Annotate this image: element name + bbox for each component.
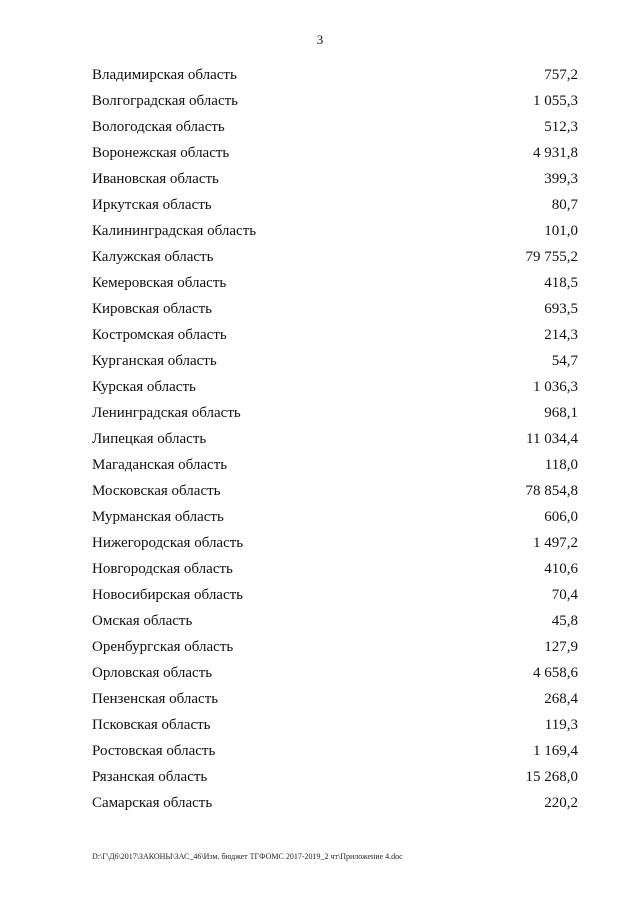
table-row bbox=[92, 582, 578, 608]
table-row bbox=[92, 764, 578, 790]
region-name: Кировская область bbox=[92, 301, 213, 317]
region-value: 79 755,2 bbox=[525, 249, 578, 265]
region-value: 45,8 bbox=[551, 613, 578, 629]
table-row bbox=[92, 166, 578, 192]
table-row bbox=[92, 218, 578, 244]
region-name: Магаданская область bbox=[92, 457, 228, 473]
region-value: 1 036,3 bbox=[533, 379, 578, 395]
region-name: Нижегородская область bbox=[92, 535, 244, 551]
table-row bbox=[92, 244, 578, 270]
table-row bbox=[92, 608, 578, 634]
region-name: Московская область bbox=[92, 483, 221, 499]
table-row bbox=[92, 738, 578, 764]
region-name: Калужская область bbox=[92, 249, 214, 265]
region-value: 127,9 bbox=[544, 639, 578, 655]
region-name: Рязанская область bbox=[92, 769, 208, 785]
region-name: Курская область bbox=[92, 379, 196, 395]
region-name: Вологодская область bbox=[92, 119, 225, 135]
region-value: 410,6 bbox=[544, 561, 578, 577]
table-row bbox=[92, 504, 578, 530]
region-value: 119,3 bbox=[544, 717, 578, 733]
region-name: Курганская область bbox=[92, 353, 217, 369]
region-name: Новгородская область bbox=[92, 561, 233, 577]
table-row bbox=[92, 530, 578, 556]
region-value: 418,5 bbox=[544, 275, 578, 291]
table-row bbox=[92, 88, 578, 114]
table-row bbox=[92, 556, 578, 582]
region-name: Пензенская область bbox=[92, 691, 219, 707]
table-row bbox=[92, 322, 578, 348]
region-value: 80,7 bbox=[551, 197, 578, 213]
table-row bbox=[92, 140, 578, 166]
region-name: Калининградская область bbox=[92, 223, 257, 239]
table-row bbox=[92, 790, 578, 816]
region-value: 11 034,4 bbox=[526, 431, 578, 447]
table-row bbox=[92, 400, 578, 426]
region-value: 220,2 bbox=[544, 795, 578, 811]
table-row bbox=[92, 452, 578, 478]
table-row bbox=[92, 660, 578, 686]
region-value: 70,4 bbox=[551, 587, 578, 603]
table-row bbox=[92, 478, 578, 504]
table-row bbox=[92, 296, 578, 322]
region-value: 1 497,2 bbox=[533, 535, 578, 551]
region-value: 78 854,8 bbox=[525, 483, 578, 499]
region-value: 606,0 bbox=[544, 509, 578, 525]
region-name: Костромская область bbox=[92, 327, 227, 343]
region-name: Орловская область bbox=[92, 665, 213, 681]
page-number: 3 bbox=[316, 32, 324, 47]
table-row bbox=[92, 686, 578, 712]
region-value: 4 931,8 bbox=[533, 145, 578, 161]
region-value: 15 268,0 bbox=[525, 769, 578, 785]
region-name: Оренбургская область bbox=[92, 639, 234, 655]
region-value: 693,5 bbox=[544, 301, 578, 317]
region-name: Иркутская область bbox=[92, 197, 212, 213]
region-value: 512,3 bbox=[544, 119, 578, 135]
table-row bbox=[92, 374, 578, 400]
region-table bbox=[92, 62, 578, 816]
file-path-footer: D:\Г\Д6\2017\ЗАКОНЫ\ЗАС_46\Изм. бюджет ТГФОМС 2017-2019_2 чт\Приложение 4.doc bbox=[92, 852, 403, 861]
region-value: 268,4 bbox=[544, 691, 578, 707]
region-name: Псковская область bbox=[92, 717, 211, 733]
table-row bbox=[92, 426, 578, 452]
table-row bbox=[92, 62, 578, 88]
table-row bbox=[92, 114, 578, 140]
table-row bbox=[92, 270, 578, 296]
region-name: Новосибирская область bbox=[92, 587, 244, 603]
region-value: 757,2 bbox=[544, 67, 578, 83]
region-value: 1 169,4 bbox=[533, 743, 578, 759]
region-value: 214,3 bbox=[544, 327, 578, 343]
region-name: Самарская область bbox=[92, 795, 213, 811]
table-row bbox=[92, 192, 578, 218]
region-name: Воронежская область bbox=[92, 145, 230, 161]
region-value: 1 055,3 bbox=[533, 93, 578, 109]
region-value: 4 658,6 bbox=[533, 665, 578, 681]
region-name: Липецкая область bbox=[92, 431, 207, 447]
region-name: Ленинградская область bbox=[92, 405, 241, 421]
table-row bbox=[92, 712, 578, 738]
region-name: Мурманская область bbox=[92, 509, 224, 525]
table-row bbox=[92, 348, 578, 374]
region-value: 968,1 bbox=[544, 405, 578, 421]
region-name: Кемеровская область bbox=[92, 275, 227, 291]
region-value: 118,0 bbox=[544, 457, 578, 473]
region-name: Ивановская область bbox=[92, 171, 219, 187]
region-value: 101,0 bbox=[544, 223, 578, 239]
region-name: Волгоградская область bbox=[92, 93, 238, 109]
region-value: 399,3 bbox=[544, 171, 578, 187]
table-row bbox=[92, 634, 578, 660]
region-name: Ростовская область bbox=[92, 743, 216, 759]
region-value: 54,7 bbox=[551, 353, 578, 369]
region-name: Владимирская область bbox=[92, 67, 237, 83]
region-name: Омская область bbox=[92, 613, 193, 629]
